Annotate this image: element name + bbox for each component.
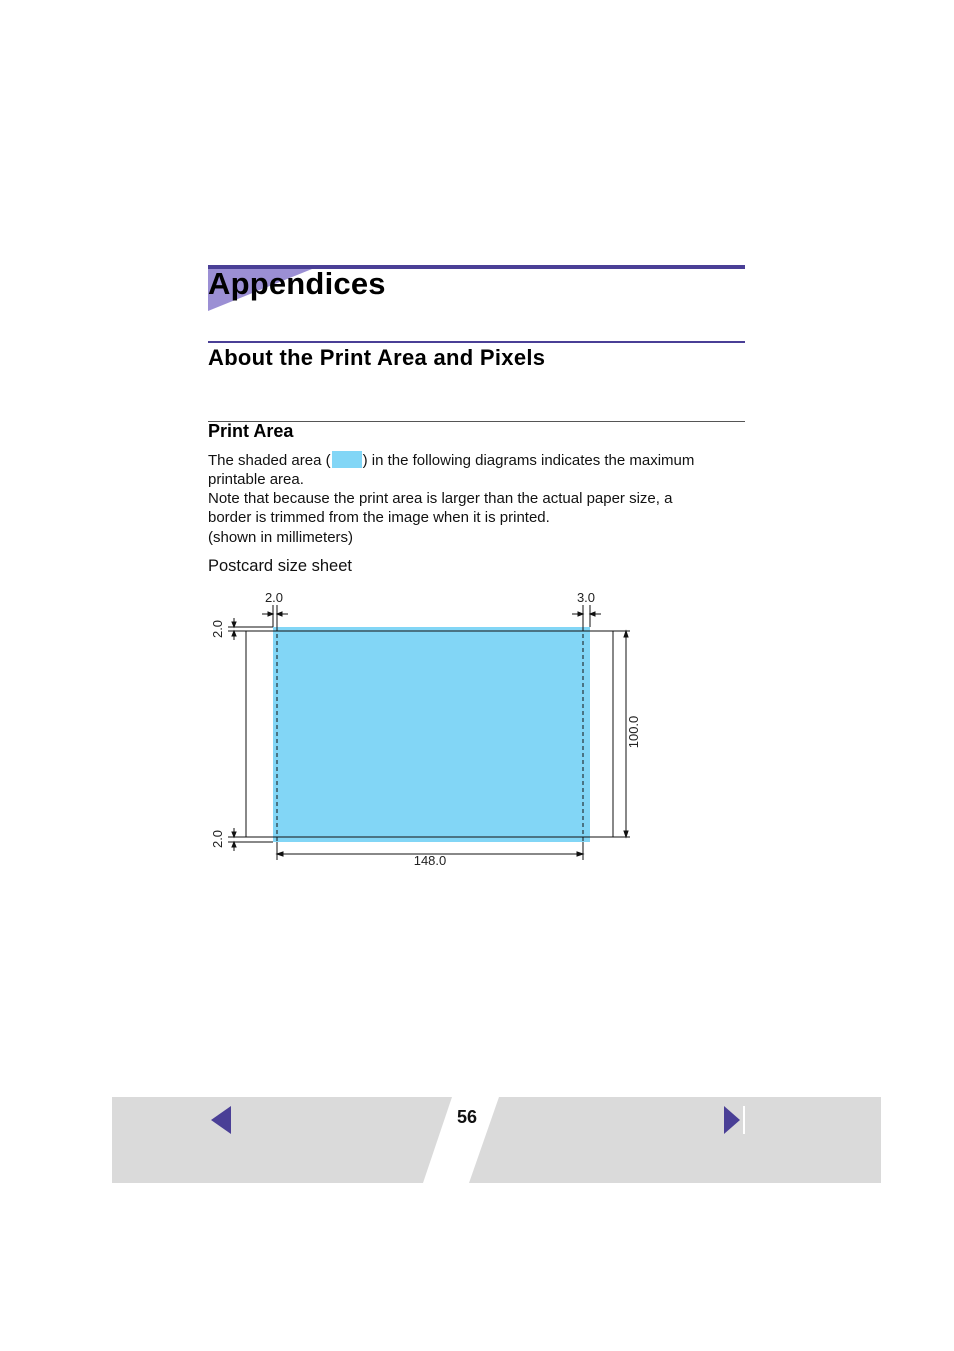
triangle-right-icon	[718, 1100, 748, 1140]
previous-page-button[interactable]	[205, 1100, 235, 1140]
shaded-area-swatch	[332, 451, 362, 468]
triangle-left-icon	[205, 1100, 235, 1140]
top-margin-label: 2.0	[210, 619, 225, 639]
print-area-diagram	[200, 585, 660, 875]
left-margin-dimension	[262, 612, 288, 616]
top-margin-dimension	[232, 618, 236, 640]
footer-right-panel	[469, 1097, 881, 1183]
section-rule	[208, 341, 745, 343]
footer-left-panel	[112, 1097, 452, 1183]
intro-line-1-before: The shaded area (	[208, 452, 331, 469]
bottom-margin-dimension	[232, 828, 236, 851]
intro-line-1	[208, 451, 694, 470]
print-area-shade	[273, 627, 590, 842]
page-number: 56	[456, 1107, 478, 1127]
right-margin-label: 3.0	[576, 590, 596, 605]
intro-line-3: Note that because the print area is larger than the actual paper size, a	[208, 490, 673, 507]
chapter-title: Appendices	[208, 266, 386, 301]
bottom-margin-label: 2.0	[210, 829, 225, 849]
intro-line-5: (shown in millimeters)	[208, 529, 354, 546]
subsection-title: Print Area	[208, 421, 294, 441]
section-title: About the Print Area and Pixels	[208, 345, 546, 370]
height-label: 100.0	[626, 715, 641, 749]
intro-line-2: printable area.	[208, 471, 304, 488]
left-margin-label: 2.0	[264, 590, 284, 605]
next-page-button[interactable]	[718, 1100, 748, 1140]
right-margin-dimension	[572, 612, 601, 616]
diagram-caption: Postcard size sheet	[208, 557, 352, 575]
intro-line-1-after: ) in the following diagrams indicates the maximum	[362, 452, 695, 469]
intro-line-4: border is trimmed from the image when it is printed.	[208, 509, 550, 526]
width-label: 148.0	[413, 853, 447, 868]
